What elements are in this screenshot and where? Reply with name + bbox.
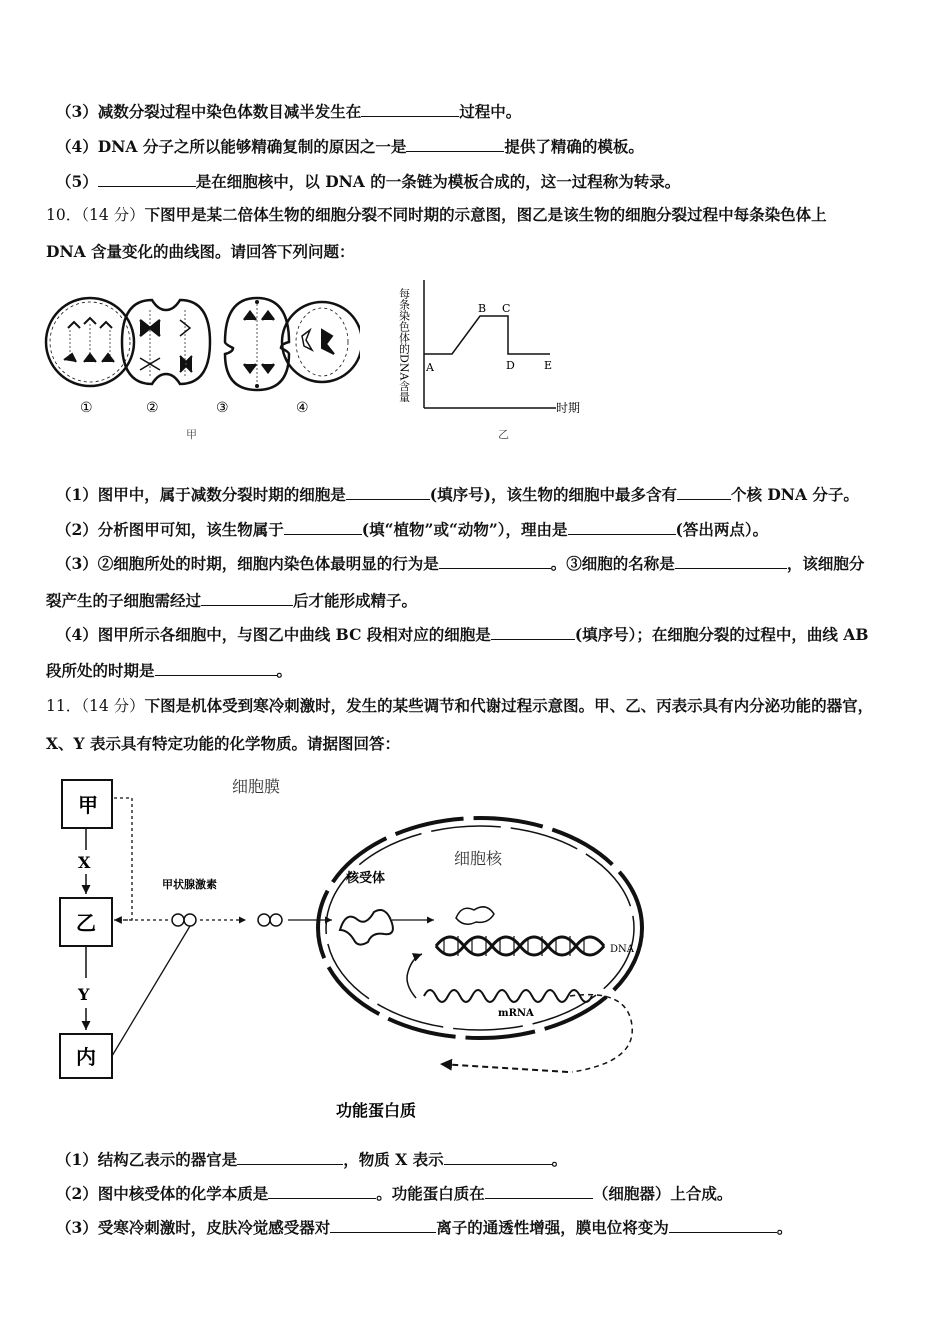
rna-polymerase	[456, 907, 494, 924]
q11-part1: （1）结构乙表示的器官是 ，物质 X 表示 。	[56, 1150, 568, 1169]
protein-label: 功能蛋白质	[336, 1101, 417, 1120]
q10-stem-line1: 10．（14 分）下图甲是某二倍体生物的细胞分裂不同时期的示意图，图乙是该生物的细胞分裂过程中每条染色体上	[46, 205, 827, 224]
q9-part4: （4）DNA 分子之所以能够精确复制的原因之一是 提供了精确的模板。	[56, 137, 644, 156]
organ-label-nei: 内	[76, 1045, 96, 1069]
figure-jia-cells	[40, 290, 360, 450]
q11-stem-line1: 11．（14 分）下图是机体受到寒冷刺激时，发生的某些调节和代谢过程示意图。甲、乙、丙表示具有内分泌功能的器官，	[46, 696, 874, 715]
answer-blank[interactable]	[485, 1184, 593, 1199]
answer-blank[interactable]	[444, 1150, 552, 1165]
cell-label-3: ③	[216, 400, 229, 416]
answer-blank[interactable]	[155, 661, 277, 676]
x-axis-label: 时期	[556, 401, 581, 415]
substance-x-label: X	[78, 853, 91, 872]
q10-part2: （2）分析图甲可知，该生物属于 (填“植物”或“动物”），理由是 (答出两点）。	[56, 520, 769, 539]
answer-blank[interactable]	[439, 554, 551, 569]
answer-blank[interactable]	[677, 485, 731, 500]
figure-jia-caption: 甲	[186, 428, 197, 441]
point-label-e: E	[544, 359, 553, 372]
answer-blank[interactable]	[675, 554, 787, 569]
q9-part5: （5） 是在细胞核中，以 DNA 的一条链为模板合成的，这一过程称为转录。	[56, 172, 681, 191]
dna-helix	[436, 936, 604, 956]
organ-label-yi: 乙	[76, 911, 96, 935]
cell-4	[282, 302, 360, 382]
answer-blank[interactable]	[568, 520, 676, 535]
nucleus-label: 细胞核	[454, 849, 503, 868]
hormone-label: 甲状腺激素	[162, 878, 217, 891]
organ-label-jia: 甲	[78, 793, 98, 817]
receptor-label: 核受体	[346, 871, 386, 886]
answer-blank[interactable]	[237, 1150, 343, 1165]
answer-blank[interactable]	[330, 1218, 436, 1233]
cell-3	[225, 298, 289, 390]
q10-part3: （3）②细胞所处的时期，细胞内染色体最明显的行为是 。③细胞的名称是 ，该细胞分	[56, 554, 865, 573]
q11-part2: （2）图中核受体的化学本质是 。功能蛋白质在 （细胞器）上合成。	[56, 1184, 733, 1203]
q9-part3: （3）减数分裂过程中染色体数目减半发生在 过程中。	[56, 102, 522, 121]
q10-stem-line2: DNA 含量变化的曲线图。请回答下列问题：	[46, 242, 355, 261]
answer-blank[interactable]	[406, 137, 504, 152]
figure-yi-caption: 乙	[498, 428, 509, 441]
point-label-a: A	[426, 361, 434, 374]
answer-blank[interactable]	[669, 1218, 777, 1233]
answer-blank[interactable]	[201, 591, 293, 606]
dna-curve	[424, 316, 550, 354]
point-label-d: D	[506, 359, 515, 372]
dna-label: DNA	[610, 944, 634, 955]
answer-blank[interactable]	[268, 1184, 376, 1199]
answer-blank[interactable]	[98, 172, 196, 187]
point-label-b: B	[478, 302, 487, 315]
q11-part3: （3）受寒冷刺激时，皮肤冷觉感受器对 离子的通透性增强，膜电位将变为 。	[56, 1218, 793, 1237]
q10-part1: （1）图甲中，属于减数分裂时期的细胞是 (填序号)，该生物的细胞中最多含有 个核 DNA 分子。	[56, 485, 859, 504]
answer-blank[interactable]	[491, 625, 575, 640]
y-axis-label	[398, 287, 411, 403]
cell-label-1: ①	[80, 400, 93, 416]
mrna-label: mRNA	[498, 1008, 534, 1019]
q11-stem-line2: X、Y 表示具有特定功能的化学物质。请据图回答：	[46, 734, 400, 753]
answer-blank[interactable]	[361, 102, 459, 117]
membrane-label: 细胞膜	[232, 777, 281, 796]
answer-blank[interactable]	[346, 485, 430, 500]
point-label-c: C	[502, 302, 511, 315]
y-axis-label-text: 每条染色体的DNA含量	[397, 288, 411, 403]
q10-part4-cont: 段所处的时期是 。	[46, 661, 293, 680]
nuclear-receptor	[340, 910, 393, 945]
answer-blank[interactable]	[284, 520, 362, 535]
cell-label-2: ②	[146, 400, 159, 416]
substance-y-label: Y	[78, 985, 90, 1004]
q10-part4: （4）图甲所示各细胞中，与图乙中曲线 BC 段相对应的细胞是 (填序号）；在细胞分裂的过程中，曲线 AB	[56, 625, 869, 644]
q10-part3-cont: 裂产生的子细胞需经过 后才能形成精子。	[46, 591, 418, 610]
figure-yi-chart	[390, 272, 610, 442]
figure-regulation-diagram	[40, 770, 690, 1130]
mrna-strand	[424, 990, 592, 1002]
cell-label-4: ④	[296, 400, 309, 416]
